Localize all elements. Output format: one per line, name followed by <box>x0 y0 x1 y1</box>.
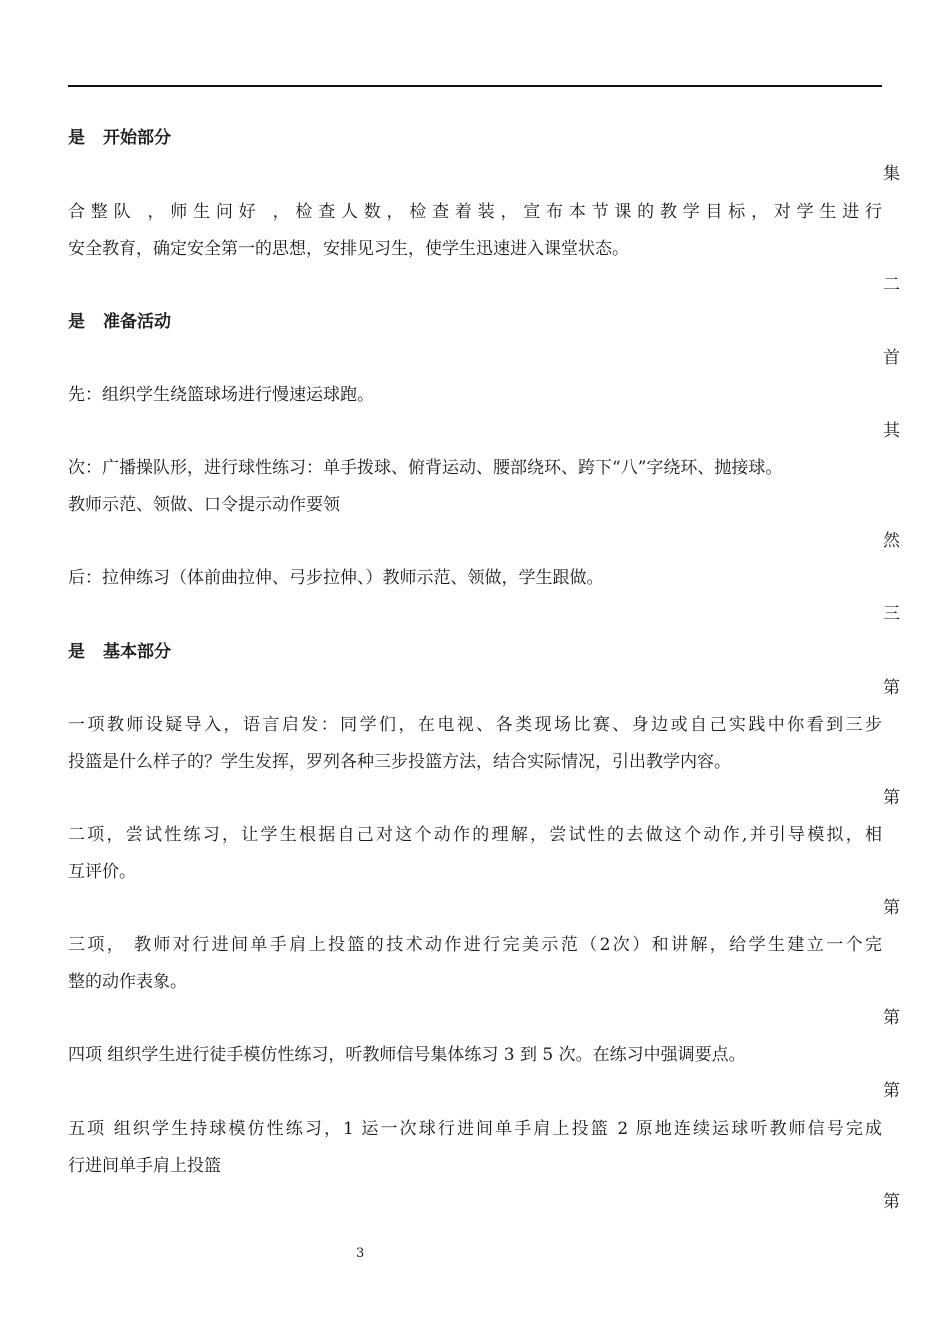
wrapped-char: 第 <box>883 788 900 808</box>
section-title: 开始部分 <box>103 128 171 148</box>
wrapped-char: 然 <box>883 531 900 551</box>
section-title: 基本部分 <box>103 642 171 662</box>
paragraph-line: 四项 组织学生进行徒手模仿性练习，听教师信号集体练习 3 到 5 次。在练习中强调要点。 <box>68 1045 746 1065</box>
paragraph-line: 安全教育，确定安全第一的思想，安排见习生，使学生迅速进入课堂状态。 <box>68 239 629 259</box>
section-heading-warmup <box>68 311 898 333</box>
paragraph-line: 后：拉伸练习（体前曲拉伸、弓步拉伸、）教师示范、领做，学生跟做。 <box>68 568 604 588</box>
paragraph-line: 合整队 ，师生问好 ，检查人数，检查着装，宣布本节课的教学目标，对学生进行 <box>68 202 882 222</box>
paragraph-line: 二项，尝试性练习，让学生根据自己对这个动作的理解，尝试性的去做这个动作,并引导模拟，相 <box>68 825 882 845</box>
section-heading-main <box>68 641 898 663</box>
wrapped-char: 三 <box>883 604 900 624</box>
paragraph-line: 投篮是什么样子的？学生发挥，罗列各种三步投篮方法，结合实际情况，引出教学内容。 <box>68 752 731 772</box>
wrapped-char: 集 <box>883 164 900 184</box>
section-number: 是 <box>68 128 85 148</box>
wrapped-char: 第 <box>883 1008 900 1028</box>
wrapped-char: 其 <box>883 421 900 441</box>
wrapped-char: 第 <box>883 898 900 918</box>
wrapped-char: 第 <box>883 678 900 698</box>
section-title: 准备活动 <box>103 312 171 332</box>
wrapped-char: 二 <box>883 275 900 295</box>
section-heading-start <box>68 127 898 149</box>
paragraph-line: 三项， 教师对行进间单手肩上投篮的技术动作进行完美示范（2次）和讲解，给学生建立一个完 <box>68 935 882 955</box>
section-number: 是 <box>68 312 85 332</box>
wrapped-char: 第 <box>883 1192 900 1212</box>
paragraph-line: 一项教师设疑导入，语言启发：同学们，在电视、各类现场比赛、身边或自己实践中你看到三步 <box>68 715 882 735</box>
paragraph-line: 先：组织学生绕篮球场进行慢速运球跑。 <box>68 385 374 405</box>
paragraph-line: 次：广播操队形，进行球性练习：单手拨球、俯背运动、腰部绕环、跨下“八”字绕环、抛接球。 <box>68 458 783 478</box>
paragraph-line: 五项 组织学生持球模仿性练习，1 运一次球行进间单手肩上投篮 2 原地连续运球听教师信号完成 <box>68 1119 882 1139</box>
page-number: 3 <box>356 1246 365 1261</box>
paragraph-line: 行进间单手肩上投篮 <box>68 1156 221 1176</box>
wrapped-char: 首 <box>883 348 900 368</box>
paragraph-line: 教师示范、领做、口令提示动作要领 <box>68 495 340 515</box>
paragraph-line: 整的动作表象。 <box>68 972 187 992</box>
header-rule <box>68 85 882 87</box>
wrapped-char: 第 <box>883 1081 900 1101</box>
paragraph-line: 互评价。 <box>68 862 136 882</box>
section-number: 是 <box>68 642 85 662</box>
